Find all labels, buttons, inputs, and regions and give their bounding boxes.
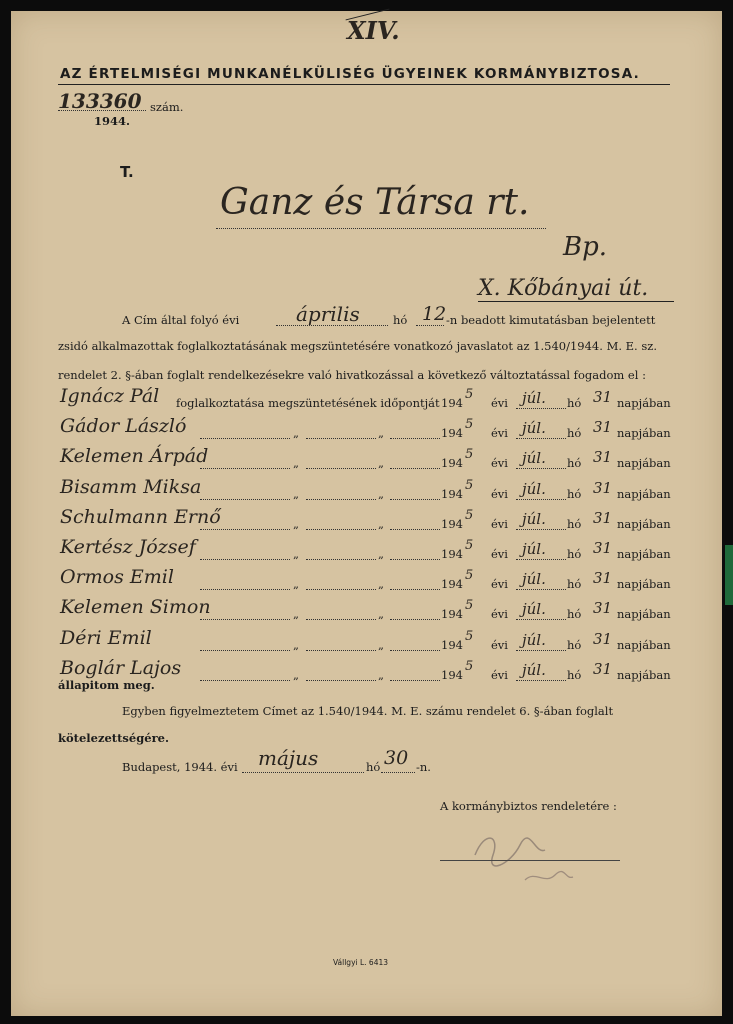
row-month-dots — [516, 650, 566, 651]
year-prefix: 194 — [441, 486, 463, 501]
doc-year: 1944. — [94, 114, 131, 128]
year-digit: 5 — [465, 477, 474, 493]
row-name-dots — [200, 650, 290, 651]
row-name-dots — [200, 529, 290, 530]
year-prefix: 194 — [441, 456, 463, 471]
row-month-dots — [516, 589, 566, 590]
ditto-mark: „ — [293, 486, 299, 501]
month-hand: júl. — [522, 509, 546, 528]
ho-label: hó — [567, 426, 582, 441]
ditto-mark: „ — [293, 426, 299, 441]
ditto-mark: „ — [378, 516, 384, 531]
evi-label: évi — [491, 637, 508, 652]
date-intro: Budapest, 1944. évi — [122, 760, 238, 774]
ho-label: hó — [567, 516, 582, 531]
para1-intro: A Cím által folyó évi — [122, 313, 240, 327]
napjaban-label: napjában — [617, 486, 671, 501]
closing-text: állapitom meg. — [58, 678, 155, 692]
row-dots — [306, 619, 376, 620]
napjaban-label: napjában — [617, 426, 671, 441]
napjaban-label: napjában — [617, 456, 671, 471]
year-digit: 5 — [465, 417, 474, 433]
row-dots — [306, 468, 376, 469]
year-prefix: 194 — [441, 607, 463, 622]
row-month-dots — [516, 529, 566, 530]
month-hand: júl. — [522, 630, 546, 649]
row-name-dots — [200, 680, 290, 681]
year-digit: 5 — [465, 658, 474, 674]
row-dots — [390, 468, 440, 469]
signature-label: A kormánybiztos rendeletére : — [440, 799, 617, 813]
evi-label: évi — [491, 426, 508, 441]
ho-label: hó — [567, 607, 582, 622]
day-hand: 31 — [593, 418, 613, 437]
row-dots — [390, 499, 440, 500]
green-tab — [725, 545, 733, 605]
year-prefix: 194 — [441, 396, 463, 410]
ditto-mark: „ — [378, 607, 384, 622]
ditto-mark: „ — [293, 516, 299, 531]
row-month-dots — [516, 619, 566, 620]
ditto-mark: „ — [378, 486, 384, 501]
title-underline — [58, 84, 670, 85]
date-day-line — [381, 772, 415, 773]
para1-ho: hó — [393, 313, 408, 327]
year-digit: 5 — [465, 628, 474, 644]
row-month-dots — [516, 468, 566, 469]
day-hand: 31 — [593, 448, 613, 467]
ho-label: hó — [567, 637, 582, 652]
signature-line — [440, 860, 620, 861]
evi-label: évi — [491, 516, 508, 531]
napjaban-label: napjában — [617, 667, 671, 682]
ditto-mark: „ — [293, 667, 299, 682]
day-hand: 31 — [593, 388, 613, 406]
ditto-mark: „ — [378, 426, 384, 441]
row-dots — [390, 589, 440, 590]
napjaban-label: napjában — [617, 607, 671, 622]
month-hand: júl. — [522, 389, 546, 407]
month-hand: júl. — [522, 540, 546, 558]
year-prefix: 194 — [441, 577, 463, 592]
napjaban-label: napjában — [617, 396, 671, 410]
para1-day-line — [416, 325, 444, 326]
row-first-text: foglalkoztatása megszüntetésének időpontját — [176, 396, 440, 410]
evi-label: évi — [491, 486, 508, 501]
row-name-dots — [200, 619, 290, 620]
napjaban-label: napjában — [617, 516, 671, 531]
employee-name: Ignácz Pál — [60, 385, 160, 407]
row-dots — [390, 619, 440, 620]
row-name-dots — [200, 468, 290, 469]
number-label: szám. — [150, 100, 184, 114]
row-dots — [390, 559, 440, 560]
ditto-mark: „ — [293, 547, 299, 561]
row-dots — [306, 589, 376, 590]
number-line — [58, 110, 146, 111]
ho-label: hó — [567, 396, 582, 410]
ditto-mark: „ — [293, 607, 299, 622]
year-prefix: 194 — [441, 637, 463, 652]
employee-name: Bisamm Miksa — [60, 475, 202, 498]
date-tail: -n. — [416, 760, 431, 774]
para1-day: 12 — [422, 303, 447, 325]
year-prefix: 194 — [441, 426, 463, 441]
date-ho: hó — [366, 760, 381, 774]
ho-label: hó — [567, 547, 582, 561]
ho-label: hó — [567, 486, 582, 501]
napjaban-label: napjában — [617, 577, 671, 592]
year-digit: 5 — [465, 598, 474, 614]
street-underline — [478, 301, 674, 302]
employee-name: Boglár Lajos — [60, 656, 182, 679]
year-prefix: 194 — [441, 547, 463, 561]
evi-label: évi — [491, 577, 508, 592]
month-hand: júl. — [522, 660, 546, 679]
para1-line3: rendelet 2. §-ában foglalt rendelkezésekre való hivatkozással a következő változtatással fogadom el : — [58, 368, 646, 382]
office-title: AZ ÉRTELMISÉGI MUNKANÉLKÜLISÉG ÜGYEINEK KORMÁNYBIZTOSA. — [60, 66, 640, 82]
napjaban-label: napjában — [617, 637, 671, 652]
addressee-street: X. Kőbányai út. — [478, 276, 649, 301]
employee-name: Ormos Emil — [60, 566, 174, 589]
row-dots — [306, 529, 376, 530]
row-dots — [390, 438, 440, 439]
row-dots — [306, 499, 376, 500]
row-dots — [306, 438, 376, 439]
day-hand: 31 — [593, 508, 613, 527]
evi-label: évi — [491, 456, 508, 471]
ho-label: hó — [567, 667, 582, 682]
file-mark: XIV. — [347, 16, 400, 45]
employee-name: Gádor László — [60, 415, 187, 438]
addressee-line — [216, 228, 546, 229]
date-month: május — [258, 746, 319, 770]
row-month-dots — [516, 559, 566, 560]
row-dots — [306, 559, 376, 560]
month-hand: júl. — [522, 570, 546, 589]
month-hand: júl. — [522, 479, 546, 498]
year-digit: 5 — [465, 568, 474, 584]
row-dots — [390, 650, 440, 651]
row-name-dots — [200, 559, 290, 560]
year-digit: 5 — [465, 387, 474, 402]
row-month-dots — [516, 408, 566, 409]
ditto-mark: „ — [293, 637, 299, 652]
month-hand: júl. — [522, 419, 546, 438]
day-hand: 31 — [593, 659, 613, 678]
row-month-dots — [516, 680, 566, 681]
para1-line2: zsidó alkalmazottak foglalkoztatásának megszüntetésére vonatkozó javaslatot az 1.540/1944. M. E. sz. — [58, 339, 657, 353]
row-name-dots — [200, 589, 290, 590]
para1-month: április — [296, 302, 360, 326]
day-hand: 31 — [593, 569, 613, 588]
year-digit: 5 — [465, 538, 474, 553]
ditto-mark: „ — [378, 667, 384, 682]
year-prefix: 194 — [441, 667, 463, 682]
ho-label: hó — [567, 577, 582, 592]
para2-line2: kötelezettségére. — [58, 731, 169, 745]
row-month-dots — [516, 438, 566, 439]
row-dots — [306, 680, 376, 681]
day-hand: 31 — [593, 599, 613, 618]
para2-line1: Egyben figyelmeztetem Címet az 1.540/1944. M. E. számu rendelet 6. §-ában foglalt — [122, 704, 614, 718]
day-hand: 31 — [593, 478, 613, 497]
napjaban-label: napjában — [617, 547, 671, 561]
day-hand: 31 — [593, 629, 613, 648]
year-prefix: 194 — [441, 516, 463, 531]
employee-name: Kelemen Simon — [60, 596, 211, 619]
evi-label: évi — [491, 667, 508, 682]
month-hand: júl. — [522, 449, 546, 468]
ditto-mark: „ — [378, 577, 384, 592]
employee-name: Kelemen Árpád — [60, 445, 209, 468]
ditto-mark: „ — [378, 637, 384, 652]
row-month-dots — [516, 499, 566, 500]
ditto-mark: „ — [293, 577, 299, 592]
salutation: T. — [120, 163, 134, 181]
ditto-mark: „ — [293, 456, 299, 471]
date-day: 30 — [384, 747, 409, 769]
evi-label: évi — [491, 607, 508, 622]
year-digit: 5 — [465, 507, 474, 523]
addressee-city: Bp. — [563, 232, 608, 262]
printer-mark: Vállgyi L. 6413 — [333, 958, 389, 967]
month-hand: júl. — [522, 600, 546, 619]
date-month-line — [242, 772, 364, 773]
row-dots — [306, 650, 376, 651]
employee-name: Déri Emil — [60, 626, 152, 649]
evi-label: évi — [491, 396, 508, 410]
para1-month-line — [276, 325, 388, 326]
employee-name: Kertész József — [60, 536, 196, 558]
row-dots — [390, 680, 440, 681]
addressee-name: Ganz és Társa rt. — [220, 182, 530, 223]
year-digit: 5 — [465, 447, 474, 463]
reference-number: 133360 — [58, 89, 142, 113]
row-dots — [390, 529, 440, 530]
ho-label: hó — [567, 456, 582, 471]
row-name-dots — [200, 438, 290, 439]
day-hand: 31 — [593, 539, 613, 557]
row-name-dots — [200, 499, 290, 500]
ditto-mark: „ — [378, 456, 384, 471]
evi-label: évi — [491, 547, 508, 561]
para1-tail: -n beadott kimutatásban bejelentett — [446, 313, 656, 327]
employee-name: Schulmann Ernő — [60, 505, 221, 528]
ditto-mark: „ — [378, 547, 384, 561]
